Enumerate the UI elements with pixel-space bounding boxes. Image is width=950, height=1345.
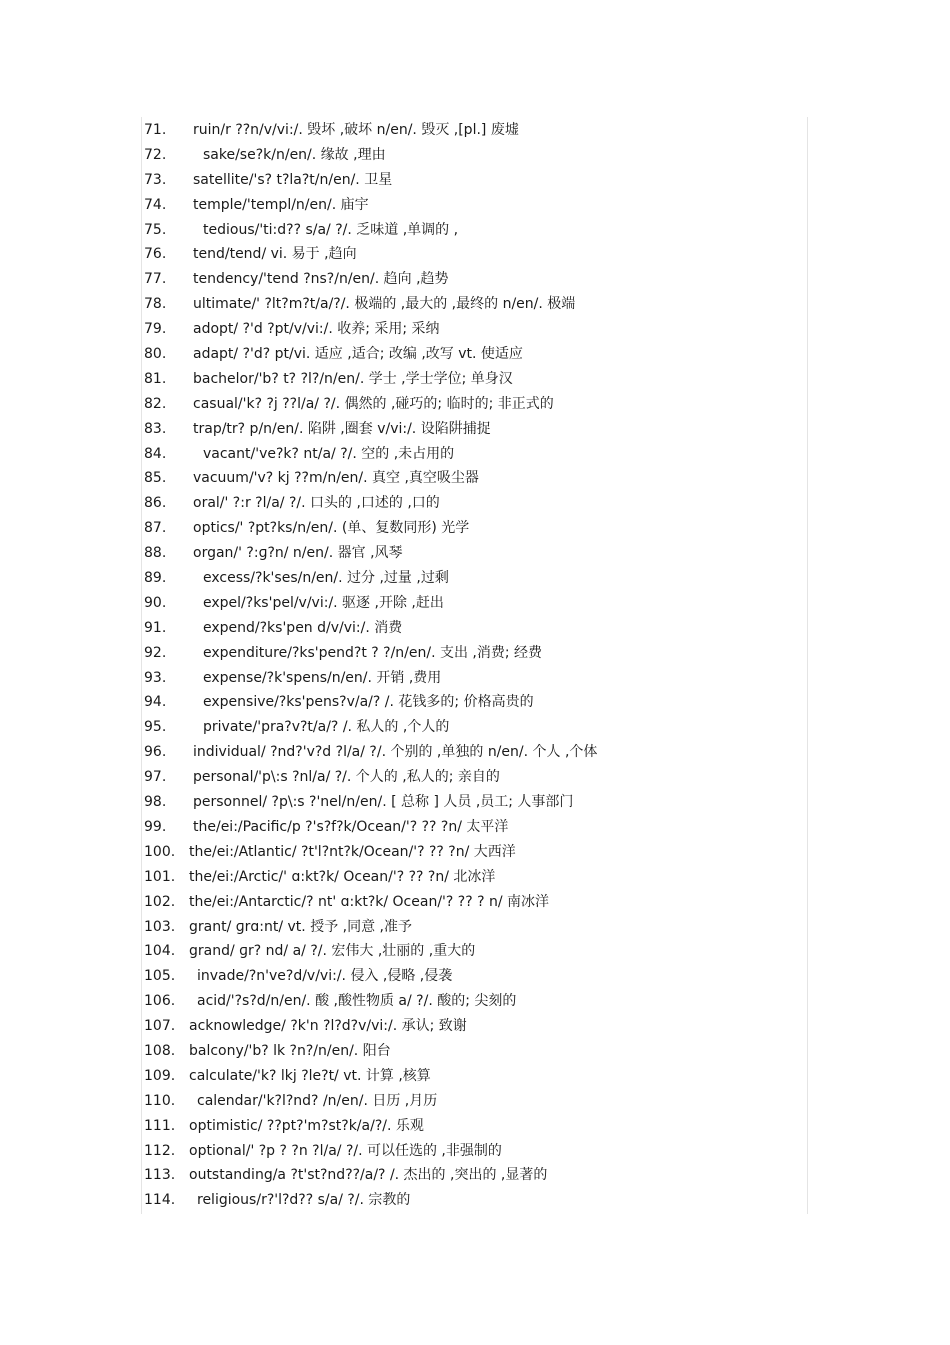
entry-text: acknowledge/ ?k'n ?l?d?v/vi:/. 承认; 致谢 — [189, 1018, 467, 1035]
list-item — [0, 367, 950, 392]
entry-text: outstanding/a ?t'st?nd??/a/? /. 杰出的 ,突出的 ,显著的 — [189, 1167, 548, 1184]
entry-number: 72. — [144, 146, 167, 163]
list-item — [0, 840, 950, 865]
entry-text: satellite/'s? t?la?t/n/en/. 卫星 — [193, 171, 393, 188]
entry-number: 107. — [144, 1018, 176, 1035]
entry-text: tedious/'ti:d?? s/a/ ?/. 乏味道 ,单调的 , — [203, 221, 459, 238]
entry-text: tendency/'tend ?ns?/n/en/. 趋向 ,趋势 — [193, 271, 449, 288]
entry-number: 109. — [144, 1067, 176, 1084]
entry-text: adopt/ ?'d ?pt/v/vi:/. 收养; 采用; 采纳 — [193, 321, 440, 338]
entry-text: expenditure/?ks'pend?t ? ?/n/en/. 支出 ,消费; 经费 — [203, 644, 543, 661]
entry-text: adapt/ ?'d? pt/vi. 适应 ,适合; 改编 ,改写 vt. 使适应 — [193, 346, 523, 363]
entry-text: bachelor/'b? t? ?l?/n/en/. 学士 ,学士学位; 单身汉 — [193, 370, 513, 387]
list-item — [0, 666, 950, 691]
list-item — [0, 1114, 950, 1139]
entry-number: 96. — [144, 744, 167, 761]
entry-number: 75. — [144, 221, 167, 238]
entry-text: tend/tend/ vi. 易于 ,趋向 — [193, 246, 357, 263]
entry-text: grant/ ɡrɑ:nt/ vt. 授予 ,同意 ,准予 — [189, 918, 413, 935]
list-item — [0, 865, 950, 890]
list-item — [0, 242, 950, 267]
list-item — [0, 118, 950, 143]
list-item — [0, 591, 950, 616]
entry-text: organ/' ?:ɡ?n/ n/en/. 器官 ,风琴 — [193, 545, 403, 562]
entry-text: expense/?k'spens/n/en/. 开销 ,费用 — [203, 669, 442, 686]
entry-text: vacuum/'v? kj ??m/n/en/. 真空 ,真空吸尘器 — [193, 470, 479, 487]
entry-number: 95. — [144, 719, 167, 736]
entry-text: balcony/'b? lk ?n?/n/en/. 阳台 — [189, 1042, 391, 1059]
list-item — [0, 193, 950, 218]
list-item — [0, 715, 950, 740]
entry-number: 108. — [144, 1042, 176, 1059]
entry-text: casual/'k? ?j ??l/a/ ?/. 偶然的 ,碰巧的; 临时的; 非正式的 — [193, 395, 554, 412]
entry-text: the/ei:/Pacific/p ?'s?f?k/Ocean/'? ?? ?n/ 太平洋 — [193, 818, 509, 835]
entry-number: 86. — [144, 495, 167, 512]
entry-number: 79. — [144, 321, 167, 338]
entry-number: 94. — [144, 694, 167, 711]
entry-number: 81. — [144, 370, 167, 387]
entry-number: 98. — [144, 794, 167, 811]
entry-number: 104. — [144, 943, 176, 960]
list-item — [0, 342, 950, 367]
entry-text: temple/'templ/n/en/. 庙宇 — [193, 196, 369, 213]
list-item — [0, 1139, 950, 1164]
entry-number: 112. — [144, 1142, 176, 1159]
entry-number: 82. — [144, 395, 167, 412]
entry-number: 87. — [144, 520, 167, 537]
entry-text: oral/' ?:r ?l/a/ ?/. 口头的 ,口述的 ,口的 — [193, 495, 440, 512]
list-item — [0, 143, 950, 168]
entry-number: 105. — [144, 968, 176, 985]
list-item — [0, 292, 950, 317]
entry-text: invade/?n've?d/v/vi:/. 侵入 ,侵略 ,侵袭 — [197, 968, 453, 985]
entry-text: vacant/'ve?k? nt/a/ ?/. 空的 ,未占用的 — [203, 445, 455, 462]
list-item — [0, 616, 950, 641]
entry-number: 91. — [144, 619, 167, 636]
entry-text: sake/se?k/n/en/. 缘故 ,理由 — [203, 146, 386, 163]
entry-text: the/ei:/Arctic/' ɑ:kt?k/ Ocean/'? ?? ?n/ 北冰洋 — [189, 868, 496, 885]
entry-number: 99. — [144, 818, 167, 835]
list-item — [0, 491, 950, 516]
entry-number: 80. — [144, 346, 167, 363]
entry-number: 90. — [144, 594, 167, 611]
entry-number: 84. — [144, 445, 167, 462]
entry-text: calculate/'k? lkj ?le?t/ vt. 计算 ,核算 — [189, 1067, 431, 1084]
entry-number: 103. — [144, 918, 176, 935]
list-item — [0, 317, 950, 342]
list-item — [0, 765, 950, 790]
list-item — [0, 915, 950, 940]
vocabulary-list — [0, 118, 950, 1213]
entry-text: optimistic/ ??pt?'m?st?k/a/?/. 乐观 — [189, 1117, 424, 1134]
entry-number: 93. — [144, 669, 167, 686]
entry-text: calendar/'k?l?nd? /n/en/. 日历 ,月历 — [197, 1092, 438, 1109]
list-item — [0, 218, 950, 243]
list-item — [0, 890, 950, 915]
entry-number: 71. — [144, 122, 167, 138]
entry-number: 74. — [144, 196, 167, 213]
list-item — [0, 939, 950, 964]
entry-number: 111. — [144, 1117, 176, 1134]
list-item — [0, 989, 950, 1014]
list-item — [0, 392, 950, 417]
entry-text: excess/?k'ses/n/en/. 过分 ,过量 ,过剩 — [203, 570, 449, 587]
entry-text: personnel/ ?p\:s ?'nel/n/en/. [ 总称 ] 人员 ,员工; 人事部门 — [193, 794, 574, 811]
list-item — [0, 442, 950, 467]
entry-number: 88. — [144, 545, 167, 562]
entry-number: 73. — [144, 171, 167, 188]
entry-number: 110. — [144, 1092, 176, 1109]
list-item — [0, 1163, 950, 1188]
list-item — [0, 267, 950, 292]
entry-text: optional/' ?p ? ?n ?l/a/ ?/. 可以任选的 ,非强制的 — [189, 1142, 502, 1159]
entry-text: ultimate/' ?lt?m?t/a/?/. 极端的 ,最大的 ,最终的 n/en/. 极端 — [193, 296, 576, 313]
entry-text: the/ei:/Antarctic/? nt' ɑ:kt?k/ Ocean/'? ?? ? n/ 南冰洋 — [189, 893, 549, 910]
entry-number: 101. — [144, 868, 176, 885]
list-item — [0, 1089, 950, 1114]
entry-number: 92. — [144, 644, 167, 661]
entry-text: private/'pra?v?t/a/? /. 私人的 ,个人的 — [203, 719, 450, 736]
list-item — [0, 815, 950, 840]
entry-number: 106. — [144, 993, 176, 1010]
entry-text: personal/'p\:s ?nl/a/ ?/. 个人的 ,私人的; 亲自的 — [193, 769, 500, 786]
entry-text: individual/ ?nd?'v?d ?l/a/ ?/. 个别的 ,单独的 n/en/. 个人 ,个体 — [193, 744, 598, 761]
list-item — [0, 790, 950, 815]
list-item — [0, 566, 950, 591]
list-item — [0, 1014, 950, 1039]
entry-number: 78. — [144, 296, 167, 313]
entry-text: expel/?ks'pel/v/vi:/. 驱逐 ,开除 ,赶出 — [203, 594, 444, 611]
list-item — [0, 516, 950, 541]
list-item — [0, 1064, 950, 1089]
entry-text: grand/ ɡr? nd/ a/ ?/. 宏伟大 ,壮丽的 ,重大的 — [189, 943, 476, 960]
entry-number: 113. — [144, 1167, 176, 1184]
entry-text: the/ei:/Atlantic/ ?t'l?nt?k/Ocean/'? ?? ?n/ 大西洋 — [189, 843, 516, 860]
entry-number: 100. — [144, 843, 176, 860]
list-item — [0, 964, 950, 989]
entry-text: optics/' ?pt?ks/n/en/. (单、复数同形) 光学 — [193, 520, 470, 537]
list-item — [0, 690, 950, 715]
entry-number: 85. — [144, 470, 167, 487]
entry-number: 77. — [144, 271, 167, 288]
entry-text: ruin/r ??n/v/vi:/. 毁坏 ,破坏 n/en/. 毁灭 ,[pl.] 废墟 — [193, 122, 519, 138]
entry-text: trap/tr? p/n/en/. 陷阱 ,圈套 v/vi:/. 设陷阱捕捉 — [193, 420, 491, 437]
list-item — [0, 1039, 950, 1064]
entry-text: expensive/?ks'pens?v/a/? /. 花钱多的; 价格高贵的 — [203, 694, 534, 711]
list-item — [0, 466, 950, 491]
entry-number: 114. — [144, 1192, 176, 1209]
entry-number: 97. — [144, 769, 167, 786]
list-item — [0, 1188, 950, 1213]
entry-number: 102. — [144, 893, 176, 910]
list-item — [0, 641, 950, 666]
entry-text: expend/?ks'pen d/v/vi:/. 消费 — [203, 619, 403, 636]
list-item — [0, 740, 950, 765]
list-item — [0, 417, 950, 442]
entry-number: 83. — [144, 420, 167, 437]
entry-text: religious/r?'l?d?? s/a/ ?/. 宗教的 — [197, 1192, 411, 1209]
entry-number: 89. — [144, 570, 167, 587]
entry-number: 76. — [144, 246, 167, 263]
list-item — [0, 168, 950, 193]
list-item — [0, 541, 950, 566]
entry-text: acid/'?s?d/n/en/. 酸 ,酸性物质 a/ ?/. 酸的; 尖刻的 — [197, 993, 517, 1010]
